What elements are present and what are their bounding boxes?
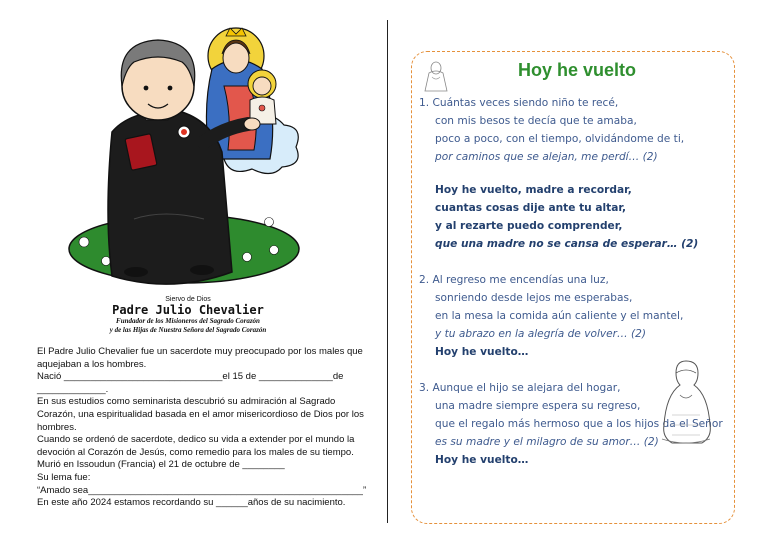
song-title: Hoy he vuelto (517, 60, 637, 80)
caption-servant-of-god: Siervo de Dios (165, 296, 211, 303)
bio-paragraph: Su lema fue: (37, 471, 91, 483)
chorus-line: cuantas cosas dije ante tu altar, (435, 202, 627, 214)
chorus-line: que una madre no se cansa de esperar… (2) (435, 238, 699, 250)
bio-paragraph: El Padre Julio Chevalier fue un sacerdote muy preocupado por los males que aquejaban a los hombres. (37, 346, 363, 370)
bio-paragraph: Cuando se ordenó de sacerdote, dedico su vida a extender por el mundo la devoción al Corazón de Jesús, como remedio para los males de su tiempo. (37, 434, 355, 458)
verse-2-line: y tu abrazo en la alegría de volver… (2) (435, 328, 646, 340)
biography-text (37, 346, 372, 510)
verse-3-line: una madre siempre espera su regreso, (435, 400, 641, 412)
chorus-line: Hoy he vuelto, madre a recordar, (435, 184, 632, 196)
caption-founder-line-1: Fundador de los Misioneros del Sagrado Corazón (116, 317, 260, 325)
chorus-line: y al rezarte puedo comprender, (435, 220, 623, 232)
bio-paragraph: Murió en Issoudun (Francia) el 21 de octubre de ________ (37, 459, 285, 471)
verse-2-refrain: Hoy he vuelto… (435, 346, 529, 358)
caption-name: Padre Julio Chevalier (112, 303, 264, 317)
verse-2-line: 2. Al regreso me encendías una luz, (419, 274, 609, 286)
bio-paragraph: En este año 2024 estamos recordando su ______años de su nacimiento. (37, 497, 346, 509)
bio-paragraph: En sus estudios como seminarista descubrió su admiración al Sagrado Corazón, una espiritualidad basada en el amor misericordioso de Dios por los hombres. (37, 396, 364, 433)
verse-3-line: que el regalo más hermoso que a los hijos da el Señor (435, 418, 723, 430)
verse-1-line: poco a poco, con el tiempo, olvidándome de ti, (435, 133, 685, 145)
verse-1-line: por caminos que se alejan, me perdí… (2) (435, 151, 658, 163)
verse-3-line: 3. Aunque el hijo se alejara del hogar, (419, 382, 621, 394)
virgin-mary-sketch (654, 355, 718, 445)
caption-founder-line-2: y de las Hijas de Nuestra Señora del Sagrado Corazón (109, 325, 267, 334)
verse-3-line: es su madre y el milagro de su amor… (2) (435, 436, 659, 448)
verse-1-line: con mis besos te decía que te amaba, (435, 115, 637, 127)
bio-paragraph: “Amado sea____________________________________________________” (37, 484, 367, 496)
bio-paragraph: Nació ______________________________el 15 de ______________de _____________. (37, 371, 344, 395)
padre-chevalier-illustration (64, 14, 314, 286)
verse-1-line: 1. Cuántas veces siendo niño te recé, (419, 97, 619, 109)
column-divider (387, 20, 388, 523)
verse-2-line: en la mesa la comida aún caliente y el mantel, (435, 310, 684, 322)
verse-3-refrain: Hoy he vuelto… (435, 454, 529, 466)
verse-2-line: sonriendo desde lejos me esperabas, (435, 292, 633, 304)
illustration-caption (76, 296, 300, 334)
